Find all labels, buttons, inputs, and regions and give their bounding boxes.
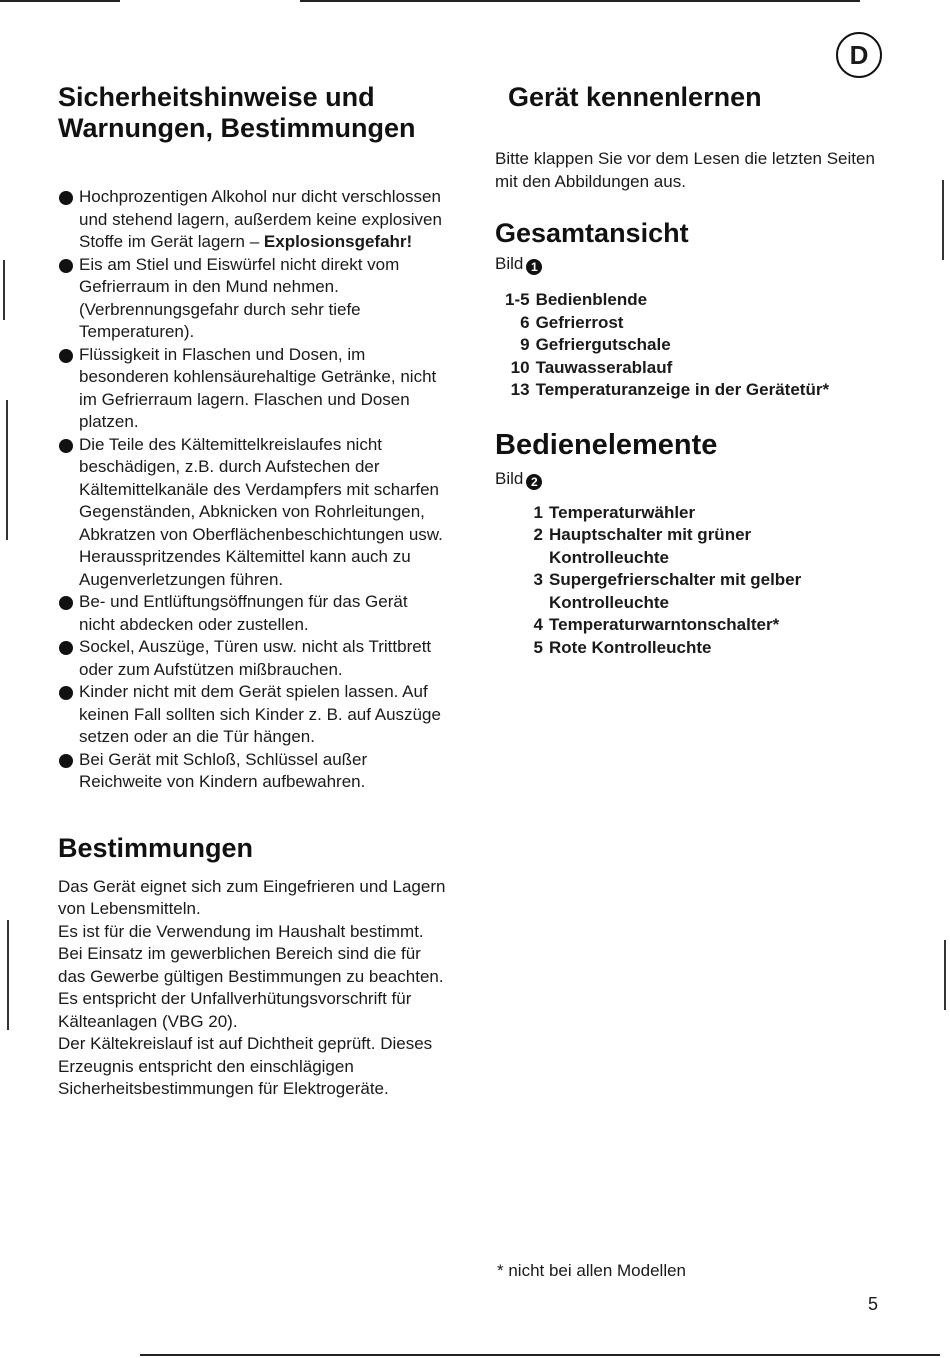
footnote: * nicht bei allen Modellen	[497, 1261, 687, 1280]
part-number: 13	[510, 380, 530, 399]
part-number: 6	[520, 312, 530, 332]
list-item	[58, 344, 448, 434]
scan-edge-mark	[6, 400, 8, 540]
part-label: Hauptschalter mit grüner Kontrolleuchte	[549, 525, 752, 567]
bullet-text: Eis am Stiel und Eiswürfel nicht direkt vom Gefrierraum in den Mund nehmen. (Verbrennungsgefahr durch sehr tiefe Temperaturen).	[79, 254, 400, 341]
bullet-emphasis: Explosionsgefahr!	[263, 232, 413, 251]
left-column	[58, 82, 448, 1101]
part-number: 1	[533, 502, 543, 522]
list-item	[58, 681, 448, 749]
figure-label: Bild	[495, 254, 524, 273]
list-item	[519, 569, 839, 614]
part-label: Temperaturanzeige in der Gerätetür*	[535, 380, 830, 399]
paragraph: Bei Einsatz im gewerblichen Bereich sind die für das Gewerbe gültigen Bestimmungen zu beachten.	[58, 944, 444, 986]
safety-title: Sicherheitshinweise und Warnungen, Bestimmungen	[58, 82, 416, 143]
list-item	[519, 637, 839, 660]
part-label: Temperaturwähler	[549, 502, 696, 522]
list-item	[58, 636, 448, 681]
list-item	[519, 614, 839, 637]
overview-parts-list	[505, 289, 829, 402]
part-number: 4	[533, 615, 543, 634]
regulations-text	[58, 876, 448, 1101]
controls-parts-list	[519, 502, 839, 660]
bullet-text: Kinder nicht mit dem Gerät spielen lassen. Auf keinen Fall sollten sich Kinder z. B. auf Auszüge setzen oder an die Tür hängen.	[79, 682, 441, 746]
figure-number-icon: 1	[526, 259, 542, 275]
scan-edge-mark	[3, 260, 5, 320]
list-item	[519, 524, 839, 569]
bullet-icon	[59, 686, 73, 700]
list-item	[505, 289, 829, 312]
part-number: 9	[520, 335, 530, 354]
list-item	[519, 502, 839, 525]
right-column	[495, 82, 895, 659]
overall-view-title: Gesamtansicht	[495, 218, 689, 248]
language-badge: D	[836, 32, 882, 78]
scan-edge-mark	[944, 940, 946, 1010]
part-label: Temperaturwarntonschalter*	[549, 615, 780, 634]
bullet-icon	[59, 596, 73, 610]
figure-number-icon: 2	[526, 474, 542, 490]
intro-text: Bitte klappen Sie vor dem Lesen die letzten Seiten mit den Abbildungen aus.	[495, 149, 875, 191]
list-item	[58, 749, 448, 794]
paragraph: Es ist für die Verwendung im Haushalt bestimmt.	[58, 921, 424, 941]
safety-list	[58, 186, 448, 794]
part-label: Gefriergutschale	[535, 335, 671, 354]
bullet-icon	[59, 191, 73, 205]
scan-line-bottom	[140, 1354, 940, 1356]
part-label: Bedienblende	[535, 290, 648, 309]
controls-title: Bedienelemente	[495, 428, 718, 461]
figure-reference	[495, 253, 895, 275]
part-number: 3	[533, 570, 543, 589]
list-item	[58, 186, 448, 254]
scan-edge-mark	[942, 180, 944, 260]
list-item	[505, 334, 829, 357]
part-number: 2	[533, 525, 543, 544]
part-label: Tauwasserablauf	[535, 357, 673, 377]
list-item	[505, 379, 829, 402]
bullet-icon	[59, 641, 73, 655]
part-number: 10	[510, 357, 530, 377]
bullet-icon	[59, 349, 73, 363]
part-number: 5	[533, 637, 543, 657]
list-item	[505, 357, 829, 380]
part-label: Gefrierrost	[535, 312, 624, 332]
regulations-title: Bestimmungen	[58, 832, 254, 863]
part-label: Supergefrierschalter mit gelber Kontrolleuchte	[549, 570, 802, 612]
figure-reference	[495, 468, 895, 490]
list-item	[58, 591, 448, 636]
bullet-text: Hochprozentigen Alkohol nur dicht verschlossen und stehend lagern, außerdem keine explosiven Stoffe im Gerät lagern –	[79, 187, 442, 251]
bullet-text: Flüssigkeit in Flaschen und Dosen, im besonderen kohlensäurehaltige Getränke, nicht im Gefrierraum lagern. Flaschen und Dosen platzen.	[79, 344, 437, 431]
bullet-text: Bei Gerät mit Schloß, Schlüssel außer Reichweite von Kindern aufbewahren.	[79, 749, 368, 791]
bullet-icon	[59, 439, 73, 453]
list-item	[505, 312, 829, 335]
scan-line-top	[300, 0, 860, 2]
list-item	[58, 254, 448, 344]
bullet-icon	[59, 259, 73, 273]
paragraph: Das Gerät eignet sich zum Eingefrieren und Lagern von Lebensmitteln.	[58, 876, 446, 918]
figure-label: Bild	[495, 468, 524, 488]
part-label: Rote Kontrolleuchte	[549, 637, 712, 657]
scan-line-top	[0, 0, 120, 2]
overview-page-title: Gerät kennenlernen	[508, 82, 762, 112]
scan-edge-mark	[7, 920, 9, 1030]
page-number: 5	[868, 1294, 879, 1314]
paragraph: Es entspricht der Unfallverhütungsvorschrift für Kälteanlagen (VBG 20).	[58, 989, 412, 1031]
list-item	[58, 434, 448, 592]
bullet-icon	[59, 754, 73, 768]
bullet-text: Be- und Entlüftungsöffnungen für das Gerät nicht abdecken oder zustellen.	[79, 592, 408, 634]
part-number: 1-5	[505, 290, 530, 309]
paragraph: Der Kältekreislauf ist auf Dichtheit geprüft. Dieses Erzeugnis entspricht den einschlägigen Sicherheitsbestimmungen für Elektrogeräte.	[58, 1034, 433, 1098]
bullet-text: Sockel, Auszüge, Türen usw. nicht als Trittbrett oder zum Aufstützen mißbrauchen.	[79, 637, 432, 679]
bullet-text: Die Teile des Kältemittelkreislaufes nicht beschädigen, z.B. durch Aufstechen der Kältemittelkanäle des Verdampfers mit scharfen Gegenständen, Abknicken von Rohrleitungen, Abkratzen von Oberflächenbeschichtungen usw. Herausspritzendes Kältemittel kann auch zu Augenverletzungen führen.	[79, 434, 443, 589]
